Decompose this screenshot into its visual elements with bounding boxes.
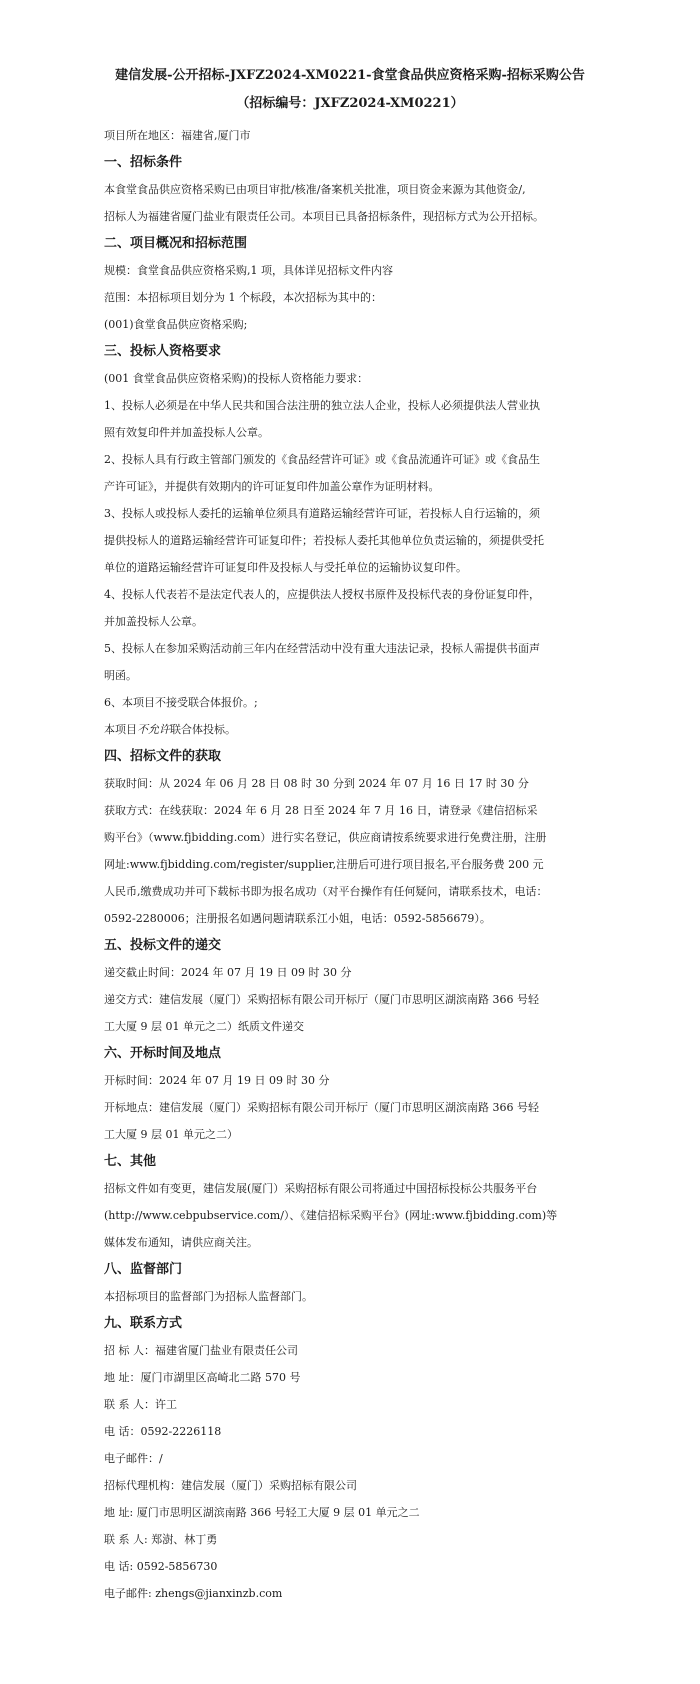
consortium-note-post: 联合体投标。	[170, 723, 236, 736]
qualification-item-4: 4、投标人代表若不是法定代表人的，应提供法人授权书原件及投标代表的身份证复印件，	[104, 588, 540, 601]
qualification-item-4-cont: 并加盖投标人公章。	[104, 615, 203, 628]
submission-method-cont: 工大厦 9 层 01 单元之二）纸质文件递交	[104, 1020, 304, 1033]
contact-phone: 电 话：0592-2226118	[104, 1425, 222, 1438]
consortium-note-pre: 本项目	[104, 723, 137, 736]
qualification-item-5: 5、投标人在参加采购活动前三年内在经营活动中没有重大违法记录，投标人需提供书面声	[104, 642, 540, 655]
section-heading-7: 七、其他	[104, 1154, 157, 1169]
qualification-item-5-cont: 明函。	[104, 669, 137, 682]
other-notice-cont: 媒体发布通知，请供应商关注。	[104, 1236, 258, 1249]
consortium-note	[104, 716, 596, 743]
acquisition-method-cont: 网址:www.fjbidding.com/register/supplier,注册后可进行项目报名,平台服务费 200 元	[104, 858, 544, 871]
acquisition-method-cont: 人民币,缴费成功并可下载标书即为报名成功（对平台操作有任何疑问，请联系技术，电话：	[104, 885, 548, 898]
section-heading-2: 二、项目概况和招标范围	[104, 236, 248, 251]
paragraph-line: 本食堂食品供应资格采购已由项目审批/核准/备案机关批准，项目资金来源为其他资金/,	[104, 183, 526, 196]
qualification-item-2-cont: 产许可证》，并提供有效期内的许可证复印件加盖公章作为证明材料。	[104, 480, 440, 493]
supervision-note: 本招标项目的监督部门为招标人监督部门。	[104, 1290, 313, 1303]
other-notice: 招标文件如有变更，建信发展(厦门）采购招标有限公司将通过中国招标投标公共服务平台	[104, 1182, 538, 1195]
agency-email: 电子邮件: zhengs@jianxinzb.com	[104, 1587, 283, 1600]
contact-person: 联 系 人：许工	[104, 1398, 177, 1411]
contact-address: 地 址：厦门市湖里区高崎北二路 570 号	[104, 1371, 301, 1384]
document-title: 建信发展-公开招标-JXFZ2024-XM0221-食堂食品供应资格采购-招标采购公告	[115, 68, 585, 83]
opening-time: 开标时间：2024 年 07 月 19 日 09 时 30 分	[104, 1074, 330, 1087]
qualification-item-3-cont: 单位的道路运输经营许可证复印件及投标人与受托单位的运输协议复印件。	[104, 561, 467, 574]
acquisition-method: 获取方式：在线获取：2024 年 6 月 28 日至 2024 年 7 月 16 日，请登录《建信招标采	[104, 804, 538, 817]
section-heading-4: 四、招标文件的获取	[104, 749, 222, 764]
qualification-item-1-cont: 照有效复印件并加盖投标人公章。	[104, 426, 269, 439]
section-heading-6: 六、开标时间及地点	[104, 1046, 222, 1061]
project-range: 范围：本招标项目划分为 1 个标段，本次招标为其中的：	[104, 291, 382, 304]
section-heading-1: 一、招标条件	[104, 155, 183, 170]
project-region: 项目所在地区：福建省,厦门市	[104, 129, 251, 142]
qualification-item-1: 1、投标人必须是在中华人民共和国合法注册的独立法人企业，投标人必须提供法人营业执	[104, 399, 540, 412]
project-lot: (001)食堂食品供应资格采购;	[104, 318, 248, 331]
acquisition-method-cont: 0592-2280006；注册报名如遇问题请联系江小姐，电话：0592-5856679）。	[104, 912, 491, 925]
submission-method: 递交方式：建信发展（厦门）采购招标有限公司开标厅（厦门市思明区湖滨南路 366 号轻	[104, 993, 539, 1006]
qualification-item-3: 3、投标人或投标人委托的运输单位须具有道路运输经营许可证，若投标人自行运输的，须	[104, 507, 540, 520]
section-heading-8: 八、监督部门	[104, 1262, 183, 1277]
section-heading-3: 三、投标人资格要求	[104, 344, 222, 359]
qualification-item-6: 6、本项目不接受联合体报价。;	[104, 696, 258, 709]
qualification-intro: (001 食堂食品供应资格采购)的投标人资格能力要求：	[104, 372, 369, 385]
acquisition-method-cont: 购平台》（www.fjbidding.com）进行实名登记，供应商请按系统要求进行免费注册，注册	[104, 831, 547, 844]
submission-deadline: 递交截止时间：2024 年 07 月 19 日 09 时 30 分	[104, 966, 352, 979]
agency-name: 招标代理机构：建信发展（厦门）采购招标有限公司	[104, 1479, 357, 1492]
paragraph-line: 招标人为福建省厦门盐业有限责任公司。本项目已具备招标条件，现招标方式为公开招标。	[104, 210, 544, 223]
contact-tenderer: 招 标 人：福建省厦门盐业有限责任公司	[104, 1344, 298, 1357]
contact-email: 电子邮件：/	[104, 1452, 163, 1465]
opening-place-cont: 工大厦 9 层 01 单元之二）	[104, 1128, 238, 1141]
consortium-note-emphasis: 不允许	[137, 723, 170, 736]
qualification-item-3-cont: 提供投标人的道路运输经营许可证复印件；若投标人委托其他单位负责运输的，须提供受托	[104, 534, 544, 547]
section-heading-9: 九、联系方式	[104, 1316, 183, 1331]
section-heading-5: 五、投标文件的递交	[104, 938, 222, 953]
agency-address: 地 址: 厦门市思明区湖滨南路 366 号轻工大厦 9 层 01 单元之二	[104, 1506, 420, 1519]
tender-number: （招标编号：JXFZ2024-XM0221）	[236, 96, 464, 111]
other-notice-cont: (http://www.cebpubservice.com/）、《建信招标采购平台》(网址:www.fjbidding.com)等	[104, 1209, 558, 1222]
opening-place: 开标地点：建信发展（厦门）采购招标有限公司开标厅（厦门市思明区湖滨南路 366 号轻	[104, 1101, 539, 1114]
qualification-item-2: 2、投标人具有行政主管部门颁发的《食品经营许可证》或《食品流通许可证》或《食品生	[104, 453, 540, 466]
acquisition-time: 获取时间：从 2024 年 06 月 28 日 08 时 30 分到 2024 年 07 月 16 日 17 时 30 分	[104, 777, 529, 790]
agency-contact: 联 系 人: 郑澍、林丁勇	[104, 1533, 218, 1546]
agency-phone: 电 话: 0592-5856730	[104, 1560, 218, 1573]
project-scale: 规模：食堂食品供应资格采购,1 项，具体详见招标文件内容	[104, 264, 393, 277]
